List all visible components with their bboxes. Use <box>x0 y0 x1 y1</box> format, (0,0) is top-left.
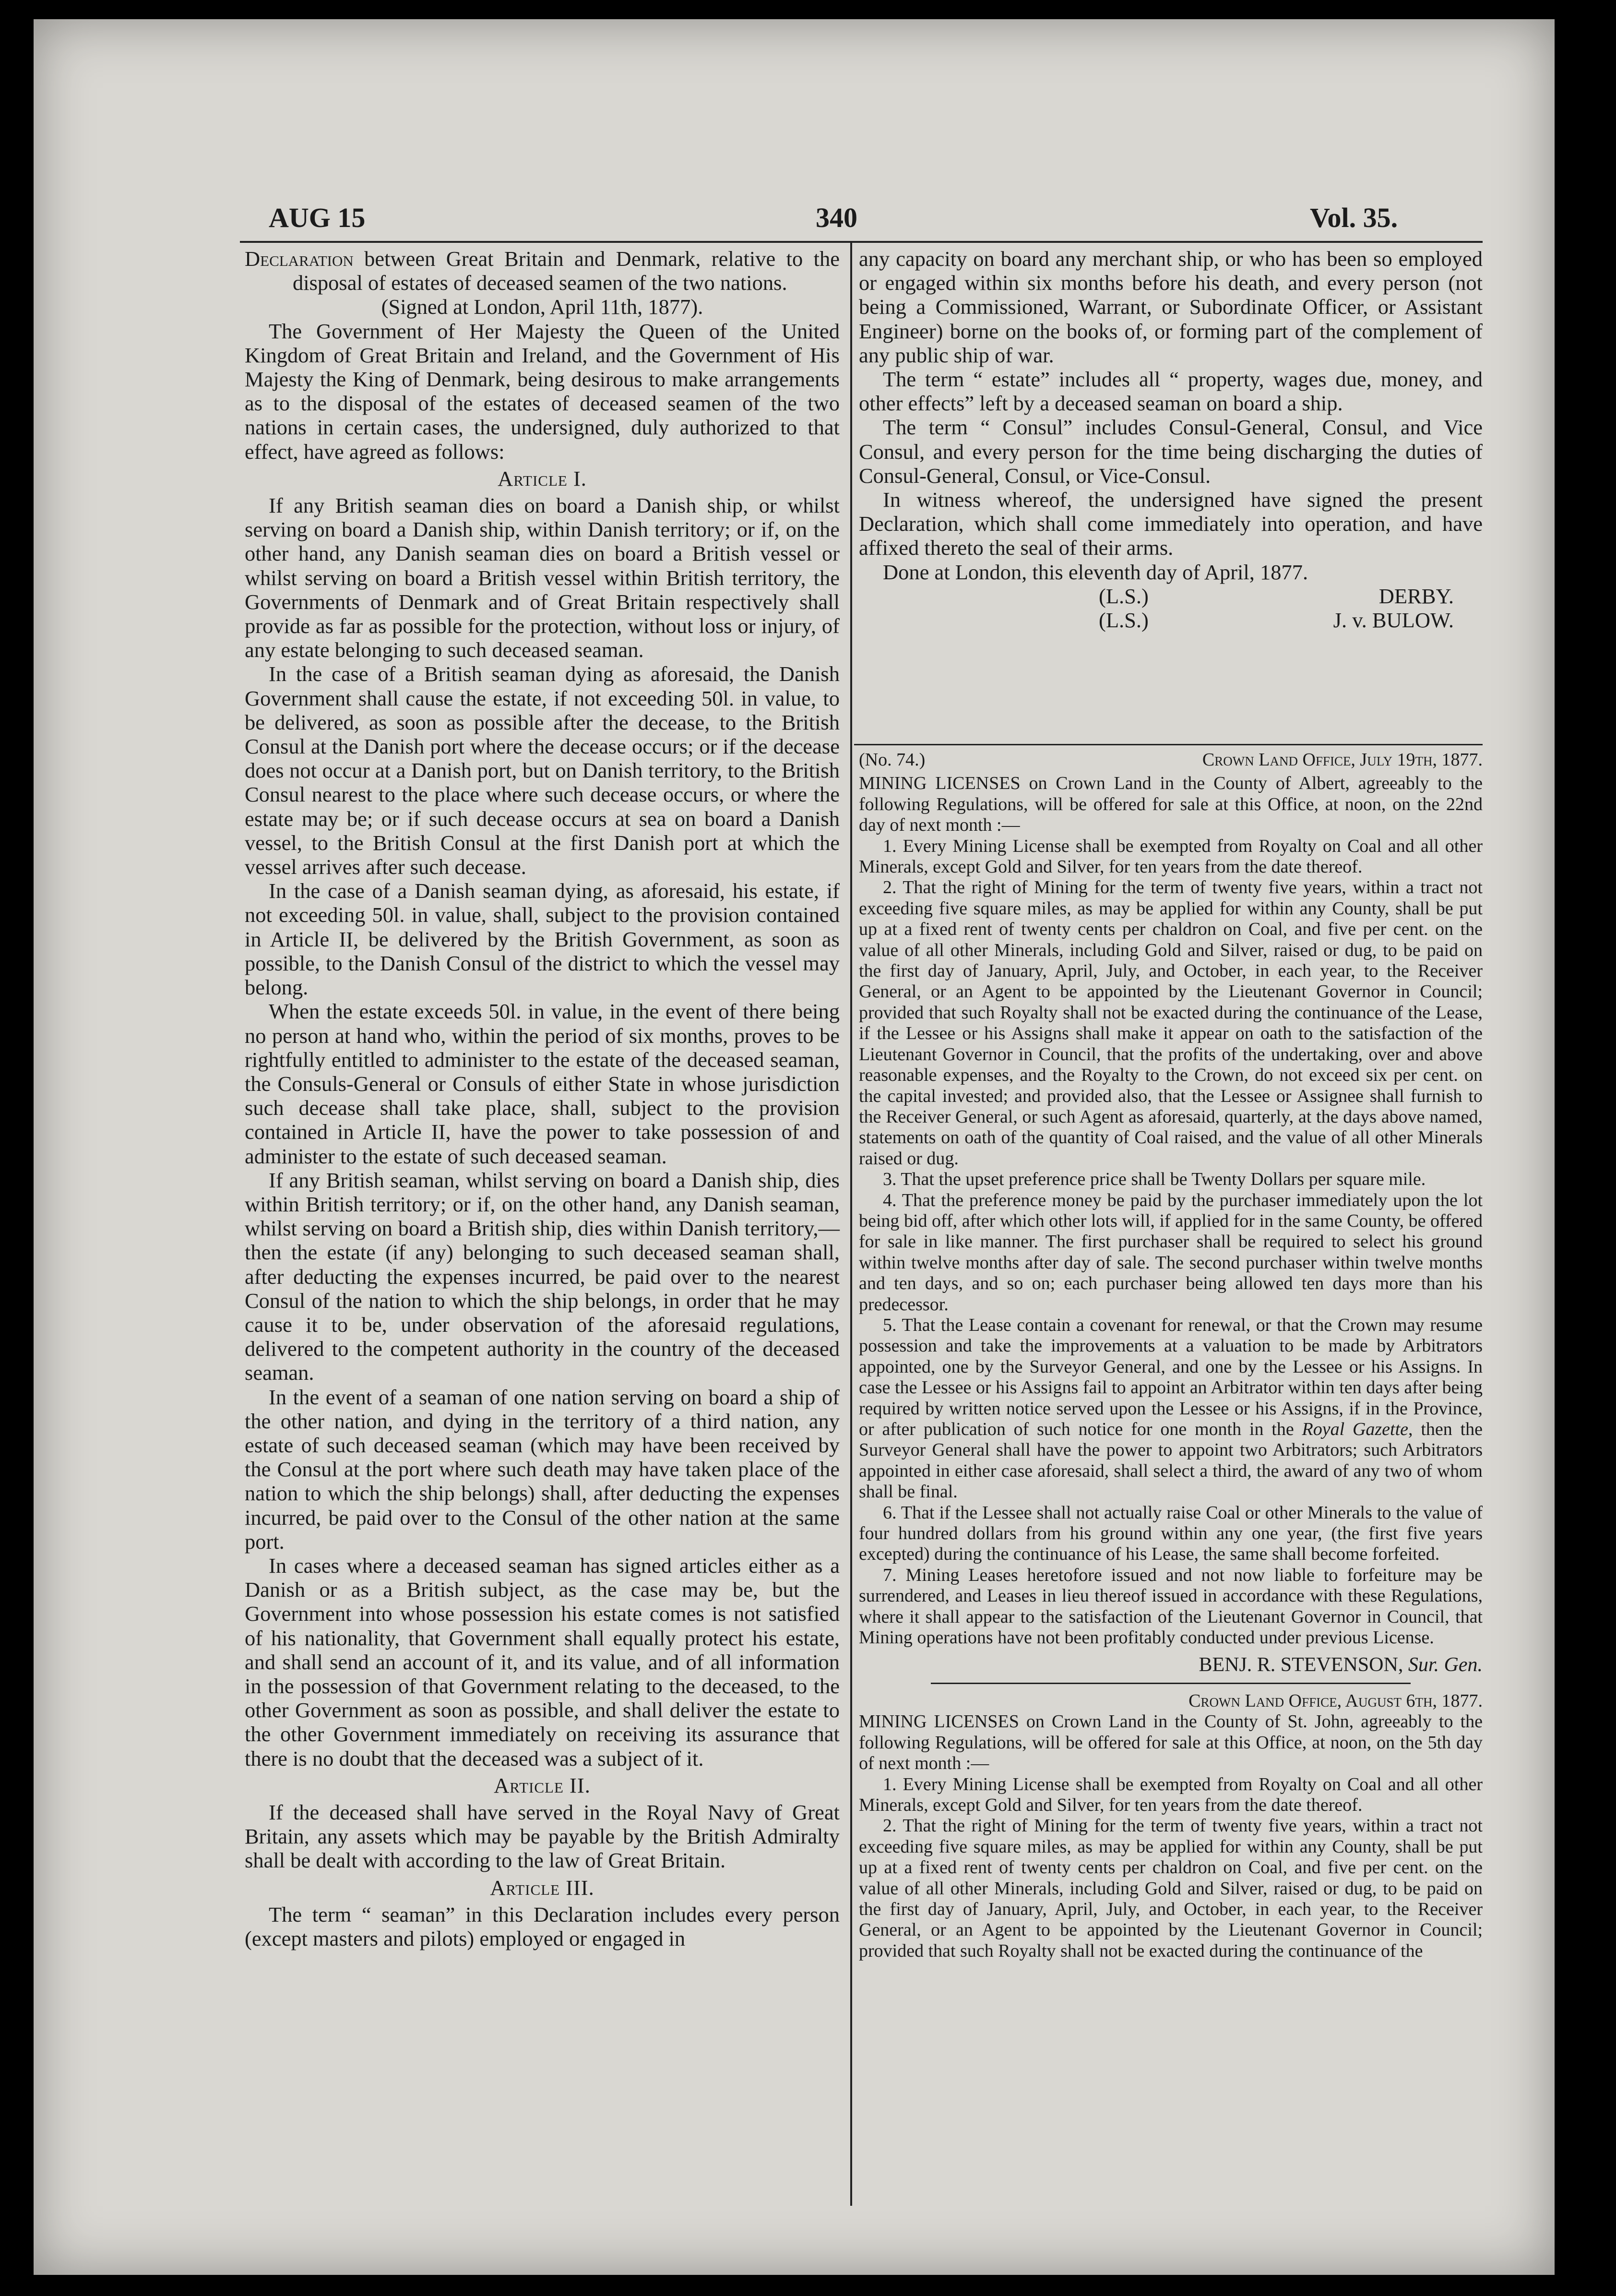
surveyor-signature <box>859 1655 1483 1675</box>
signature-derby <box>1099 584 1483 608</box>
paragraph: When the estate exceeds 50l. in value, in the event of there being no person at hand who, within the period of six months, proves to be rightfully entitled to administer to the estate of the deceased seaman, the Consuls-General or Consuls of either State in whose jurisdiction such decease shall take place, shall, subject to the provision contained in Article II, have the power to take possession of and administer to the estate of such deceased seaman. <box>245 999 840 1168</box>
regulation <box>859 1315 1483 1503</box>
signer-name: BENJ. R. STEVENSON, <box>1199 1654 1403 1676</box>
paragraph: If the deceased shall have served in the Royal Navy of Great Britain, any assets which may be payable by the British Admiralty shall be dealt with according to the law of Great Britain. <box>245 1800 840 1873</box>
signatory-name: J. v. BULOW. <box>1333 608 1454 633</box>
notice-74-header <box>859 750 1483 770</box>
paragraph: any capacity on board any merchant ship, or who has been so employed or engaged within six months before his death, and every person (not being a Commissioned, Warrant, or Subordinate Officer, or Assistant Engineer) borne on the books of, or forming part of the complement of any public ship of war. <box>859 247 1483 367</box>
notice-office-date: Crown Land Office, August 6th, 1877. <box>1188 1690 1483 1711</box>
paragraph: In the case of a Danish seaman dying, as aforesaid, his estate, if not exceeding 50l. in value, shall, subject to the provision contained in Article II, be delivered by the British Government, as soon as possible, to the Danish Consul of the district to which the vessel may belong. <box>245 879 840 1000</box>
seal-mark: (L.S.) <box>1099 608 1149 633</box>
header-rule <box>240 241 1483 243</box>
mining-notices <box>859 750 1483 1961</box>
regulation: 2. That the right of Mining for the term of twenty five years, within a tract not exceeding five square miles, as may be applied for within any County, shall be put up at a fixed rent of twenty cents per chaldron on Coal, and five per cent. on the value of all other Minerals, including Gold and Silver, raised or dug, to be paid on the first day of January, April, July, and October, in each year, to the Receiver General, or an Agent to be appointed by the Lieutenant Governor in Council; provided that such Royalty shall not be exacted during the continuance of the Lease, if the Lessee or his Assigns shall make it appear on oath to the satisfaction of the Lieutenant Governor in Council, that the profits of the undertaking, over and above reasonable expenses, and the Royalty to the Crown, do not exceed six per cent. on the capital invested; and provided also, that the Lessee or Assignee shall furnish to the Receiver General, or such Agent as aforesaid, quarterly, at the days above named, statements on oath of the quantity of Coal raised, and the value of all other Minerals raised or dug. <box>859 877 1483 1169</box>
notice-number: (No. 74.) <box>859 750 926 770</box>
notice-intro: MINING LICENSES on Crown Land in the County of Albert, agreeably to the following Regulations, will be offered for sale at this Office, at noon, on the 22nd day of next month :— <box>859 773 1483 836</box>
regulation-text: , then the Surveyor General shall have the power to appoint two Arbitrators; such Arbitrators appointed in either case aforesaid, shall select a third, the award of any two of whom shall be final. <box>859 1419 1483 1502</box>
declaration-column <box>245 247 840 1950</box>
paragraph: If any British seaman dies on board a Danish ship, or whilst serving on board a Danish ship, within Danish territory; or if, on the other hand, any Danish seaman dies on board a British vessel or whilst serving on board a British vessel within British territory, the Governments of Denmark and of Great Britain respectively shall provide as far as possible for the protection, without loss or injury, of any estate belonging to such deceased seaman. <box>245 493 840 662</box>
paragraph: In the event of a seaman of one nation serving on board a ship of the other nation, and dying in the territory of a third nation, any estate of such deceased seaman (which may have been received by the Consul at the port where such death may have taken place of the nation to which the ship belongs) shall, after deducting the expenses incurred, be paid over to the Consul of the other nation at the same port. <box>245 1385 840 1554</box>
paragraph: In cases where a deceased seaman has signed articles either as a Danish or as a British subject, as the case may be, but the Government into whose possession his estate comes is not satisfied of his nationality, that Government shall equally protect his estate, and shall send an account of it, and its value, and of all information in the possession of that Government relating to the deceased, to the other Government as soon as possible, and shall deliver the estate to the other Government immediately on receiving its assurance that there is no doubt that the deceased was a subject of it. <box>245 1553 840 1770</box>
article-1-heading: Article I. <box>498 466 587 490</box>
regulation: 2. That the right of Mining for the term of twenty five years, within a tract not exceeding five square miles, as may be applied for within any County, shall be put up at a fixed rent of twenty cents per chaldron on Coal, and five per cent. on the value of all other Minerals, including Gold and Silver, raised or dug, to be paid on the first day of January, April, July, and October, in each year, to the Receiver General, or an Agent to be appointed by the Lieutenant Governor in Council; provided that such Royalty shall not be exacted during the continuance of the <box>859 1816 1483 1961</box>
regulation: 1. Every Mining License shall be exempted from Royalty on Coal and all other Minerals, except Gold and Silver, for ten years from the date thereof. <box>859 836 1483 877</box>
paragraph: In witness whereof, the undersigned have signed the present Declaration, which shall come immediately into operation, and have affixed thereto the seal of their arms. <box>859 488 1483 560</box>
notice-intro: MINING LICENSES on Crown Land in the County of St. John, agreeably to the following Regulations, will be offered for sale at this Office, at noon, on the 5th day of next month :— <box>859 1711 1483 1774</box>
header-date: AUG 15 <box>269 202 366 233</box>
regulation: 3. That the upset preference price shall be Twenty Dollars per square mile. <box>883 1169 1426 1190</box>
preamble: The Government of Her Majesty the Queen of the United Kingdom of Great Britain and Ireland, and the Government of His Majesty the King of Denmark, being desirous to make arrangements as to the disposal of the estates of deceased seamen of the two nations in certain cases, the undersigned, duly authorized to that effect, have agreed as follows: <box>245 319 840 464</box>
seal-mark: (L.S.) <box>1099 584 1149 608</box>
declaration-title <box>245 247 840 295</box>
volume-number: Vol. 35. <box>1310 202 1398 233</box>
notices-column <box>859 247 1483 632</box>
notice-separator <box>931 1683 1411 1684</box>
signer-title: Sur. Gen. <box>1403 1654 1483 1676</box>
signatory-name: DERBY. <box>1378 584 1454 608</box>
article-3-heading: Article III. <box>490 1875 594 1900</box>
gazette-title: Royal Gazette <box>1302 1419 1409 1439</box>
signature-bulow <box>1099 608 1483 632</box>
title-lead: Declaration <box>245 247 354 271</box>
paragraph: Done at London, this eleventh day of April, 1877. <box>883 560 1308 584</box>
notice-office-date: Crown Land Office, July 19th, 1877. <box>1202 750 1483 770</box>
paragraph: In the case of a British seaman dying as aforesaid, the Danish Government shall cause the estate, if not exceeding 50l. in value, to be delivered, as soon as possible after the decease, to the British Consul at the Danish port where the decease occurs; or if the decease does not occur at a Danish port, but on Danish territory, to the British Consul nearest to the place where such decease occurs, or where the estate may be; or if such decease occurs at sea on board a Danish vessel, to the British Consul at the first Danish port at which the vessel arrives after such decease. <box>245 662 840 879</box>
regulation: 7. Mining Leases heretofore issued and not now liable to forfeiture may be surrendered, and Leases in lieu thereof issued in accordance with these Regulations, where it shall appear to the satisfaction of the Lieutenant Governor in Council, that Mining operations have not been profitably conducted under previous License. <box>859 1565 1483 1648</box>
page-number: 340 <box>816 202 857 233</box>
signed-line: (Signed at London, April 11th, 1877). <box>381 295 703 319</box>
regulation-text: 5. That the Lease contain a covenant for renewal, or that the Crown may resume possession and take the improvements at a valuation to be made by Arbitrators appointed, one by the Surveyor General, and one by the Lessee or his Assigns. In case the Lessee or his Assigns fail to appoint an Arbitrator within ten days after being required by written notice served upon the Lessee or his Assigns, if in the Province, or after publication of such notice for one month in the <box>859 1315 1483 1439</box>
regulation: 1. Every Mining License shall be exempted from Royalty on Coal and all other Minerals, except Gold and Silver, for ten years from the date thereof. <box>859 1774 1483 1815</box>
regulation: 4. That the preference money be paid by the purchaser immediately upon the lot being bid off, after which other lots will, if applied for in the same County, be offered for sale in like manner. The first purchaser shall be required to select his ground within twelve months after day of sale. The second purchaser within twelve months and ten days, and so on; each purchaser being allowed ten days more than his predecessor. <box>859 1190 1483 1315</box>
paragraph: The term “ seaman” in this Declaration includes every person (except masters and pilots) employed or engaged in <box>245 1902 840 1951</box>
regulation: 6. That if the Lessee shall not actually raise Coal or other Minerals to the value of four hundred dollars from his ground within any one year, (the first five years excepted) during the continuance of his Lease, the same shall become forfeited. <box>859 1502 1483 1565</box>
paragraph: If any British seaman, whilst serving on board a Danish ship, dies within British territory; or if, on the other hand, any Danish seaman, whilst serving on board a British ship, dies within Danish territory,—then the estate (if any) belonging to such deceased seaman shall, after deducting the expenses incurred, be paid over to the nearest Consul of the nation to which the ship belongs, in order that he may cause it to be, under observation of the aforesaid regulations, delivered to the competent authority in the country of the deceased seaman. <box>245 1168 840 1385</box>
paragraph: The term “ Consul” includes Consul-General, Consul, and Vice Consul, and every person for the time being discharging the duties of Consul-General, Consul, or Vice-Consul. <box>859 415 1483 488</box>
column-divider <box>850 243 852 2206</box>
article-2-heading: Article II. <box>494 1773 591 1797</box>
paragraph: The term “ estate” includes all “ property, wages due, money, and other effects” left by a deceased seaman on board a ship. <box>859 367 1483 416</box>
newspaper-page <box>34 19 1555 2275</box>
title-rest: between Great Britain and Denmark, relative to the disposal of estates of deceased seamen of the two nations. <box>293 247 840 295</box>
notice-separator <box>854 744 1483 745</box>
